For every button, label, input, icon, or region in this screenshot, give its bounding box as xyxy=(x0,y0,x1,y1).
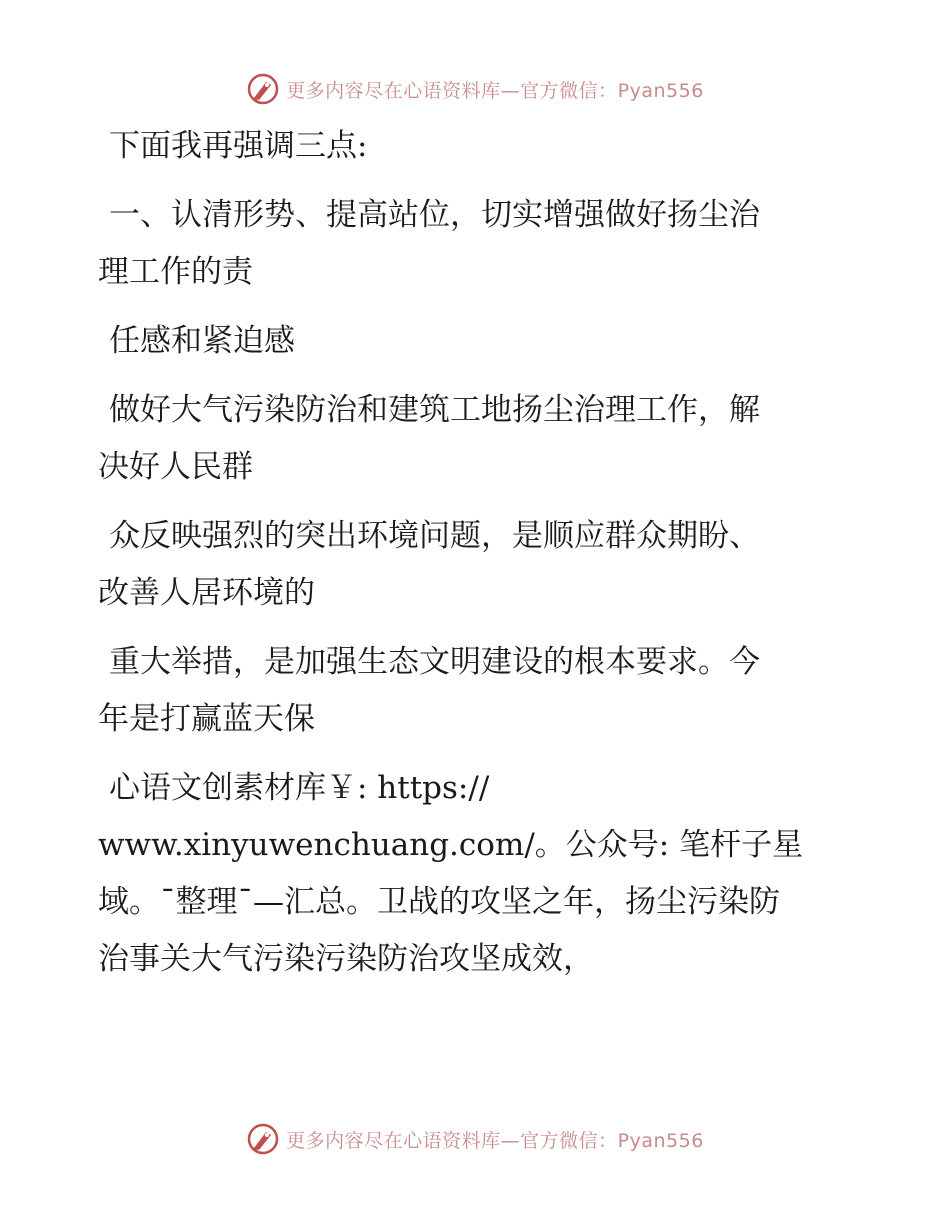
pen-nib-logo-icon xyxy=(246,1122,280,1156)
paragraph-line-block xyxy=(98,382,858,496)
footer-banner xyxy=(0,1122,950,1156)
paragraph-line-block xyxy=(98,313,858,370)
pen-nib-logo-icon xyxy=(246,72,280,106)
paragraph-line-block xyxy=(98,508,858,622)
paragraph-line-block xyxy=(98,760,858,988)
paragraph-line: 做好大气污染防治和建筑工地扬尘治理工作，解 xyxy=(109,392,760,428)
paragraph-line: 治事关大气污染污染防治攻坚成效， xyxy=(98,941,594,977)
paragraph-line: 重大举措，是加强生态文明建设的根本要求。今 xyxy=(109,644,760,680)
paragraph-line: 心语文创素材库￥: https:// xyxy=(109,770,490,806)
paragraph-line: 域。¯整理¯—汇总。卫战的攻坚之年，扬尘污染防 xyxy=(98,884,780,920)
paragraph-line: 改善人居环境的 xyxy=(98,575,315,611)
paragraph-line: 年是打赢蓝天保 xyxy=(98,701,315,737)
paragraph-line-block xyxy=(98,634,858,748)
paragraph-line: 决好人民群 xyxy=(98,449,253,485)
document-body xyxy=(98,118,858,1000)
paragraph-intro xyxy=(98,118,858,175)
paragraph-line: 下面我再强调三点: xyxy=(109,128,368,164)
paragraph-line: 任感和紧迫感 xyxy=(109,323,295,359)
header-banner xyxy=(0,72,950,106)
header-banner-text: 更多内容尽在心语资料库—官方微信：Pyan556 xyxy=(286,79,704,102)
paragraph-line: www.xinyuwenchuang.com/。公众号: 笔杆子星 xyxy=(98,827,804,863)
paragraph-line: 理工作的责 xyxy=(98,254,253,290)
paragraph-line: 众反映强烈的突出环境问题，是顺应群众期盼、 xyxy=(109,518,760,554)
paragraph-point-one xyxy=(98,187,858,301)
footer-banner-text: 更多内容尽在心语资料库—官方微信：Pyan556 xyxy=(286,1129,704,1152)
paragraph-line: 一、认清形势、提高站位，切实增强做好扬尘治 xyxy=(109,197,760,233)
